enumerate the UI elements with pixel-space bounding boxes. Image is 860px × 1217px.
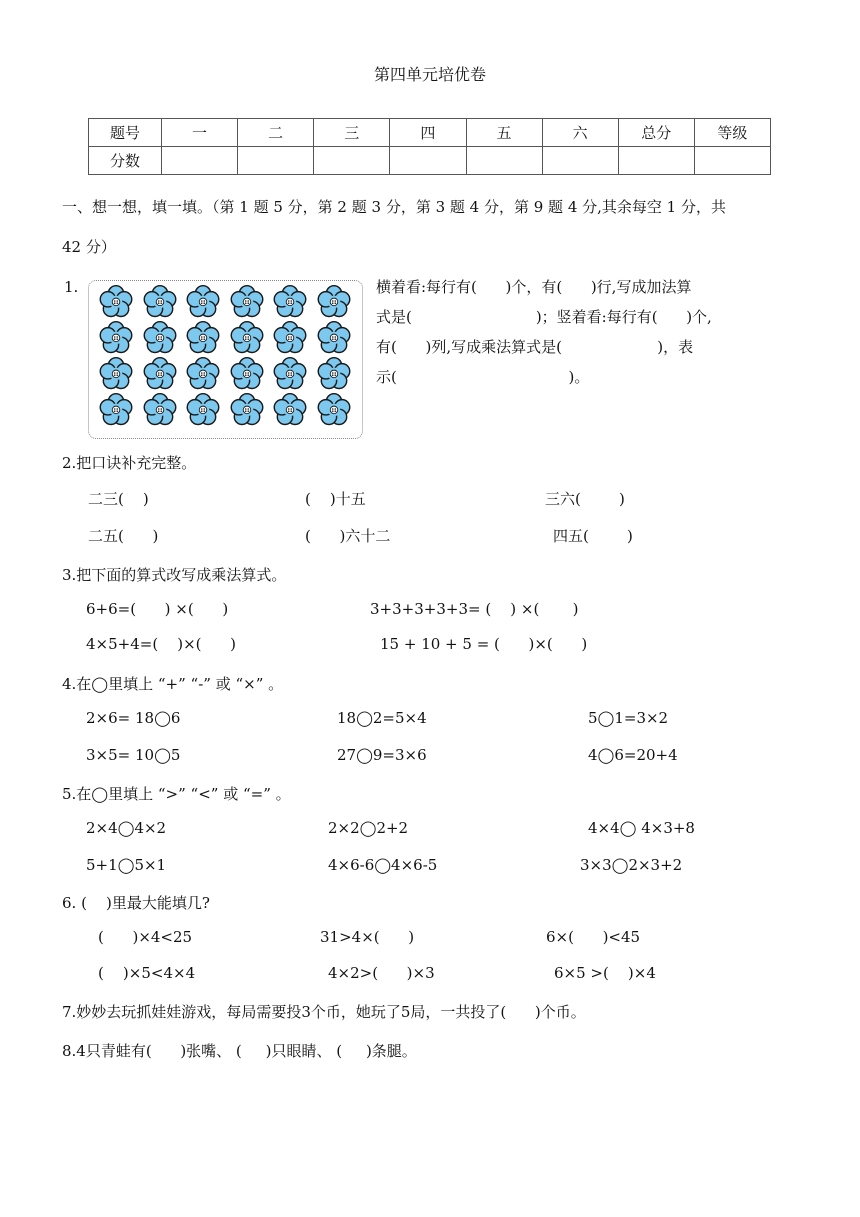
- flower-icon: [185, 283, 221, 319]
- q2-item: 三六( ): [545, 490, 625, 508]
- q5-title: 5.在◯里填上 “>” “<” 或 “=” 。: [62, 785, 291, 803]
- flower-icon: [316, 283, 352, 319]
- score-table-header-row: [89, 119, 771, 147]
- flower-icon: [229, 319, 265, 355]
- q5-item: 5+1◯5×1: [86, 856, 167, 874]
- q3-item: 15 + 10 + 5 = ( )×( ): [380, 635, 588, 653]
- score-header-cell: 四: [390, 119, 466, 147]
- flower-icon: [272, 391, 308, 427]
- flower-icon: [185, 319, 221, 355]
- score-header-cell: 二: [238, 119, 314, 147]
- flower-icon: [272, 283, 308, 319]
- q4-item: 2×6= 18◯6: [86, 709, 181, 727]
- q1-line: 示( )。: [376, 368, 590, 386]
- flower-icon: [185, 391, 221, 427]
- score-header-cell: 一: [162, 119, 238, 147]
- section1-heading-cont: 42 分）: [62, 238, 116, 256]
- q6-item: ( )×5<4×4: [98, 964, 196, 982]
- q5-item: 2×2◯2+2: [328, 819, 409, 837]
- flower-icon: [142, 391, 178, 427]
- q6-item: ( )×4<25: [98, 928, 193, 946]
- flower-icon: [98, 355, 134, 391]
- score-header-cell: 六: [542, 119, 618, 147]
- q3-item: 4×5+4=( )×( ): [86, 635, 236, 653]
- q1-text: [376, 272, 776, 392]
- flower-icon: [316, 391, 352, 427]
- flower-icon: [272, 319, 308, 355]
- q5-item: 4×6-6◯4×6-5: [328, 856, 438, 874]
- score-table-score-row: [89, 147, 771, 175]
- score-cell[interactable]: [466, 147, 542, 175]
- flower-icon: [229, 391, 265, 427]
- q6-title: 6. ( )里最大能填几?: [62, 894, 210, 912]
- q4-item: 3×5= 10◯5: [86, 746, 181, 764]
- section1-heading: 一、想一想，填一填。（第 1 题 5 分，第 2 题 3 分，第 3 题 4 分，第 9 题 4 分,其余每空 1 分，共: [62, 198, 726, 216]
- score-header-cell: 等级: [694, 119, 770, 147]
- q2-item: 四五( ): [553, 527, 633, 545]
- q3-item: 6+6=( ) ×( ): [86, 600, 229, 618]
- q1-number: 1.: [64, 278, 79, 296]
- q2-item: 二三( ): [88, 490, 149, 508]
- q2-item: ( )十五: [305, 490, 366, 508]
- score-header-cell: 题号: [89, 119, 162, 147]
- q3-item: 3+3+3+3+3= ( ) ×( ): [370, 600, 579, 618]
- q5-item: 3×3◯2×3+2: [580, 856, 683, 874]
- q7-text: 7.妙妙去玩抓娃娃游戏，每局需要投3个币，她玩了5局，一共投了( )个币。: [62, 1003, 586, 1021]
- q6-item: 6×5 >( )×4: [554, 964, 656, 982]
- q2-item: 二五( ): [88, 527, 159, 545]
- q2-title: 2.把口诀补充完整。: [62, 454, 197, 472]
- score-header-cell: 五: [466, 119, 542, 147]
- flower-icon: [142, 283, 178, 319]
- q5-item: 4×4◯ 4×3+8: [588, 819, 695, 837]
- q3-title: 3.把下面的算式改写成乘法算式。: [62, 566, 287, 584]
- flower-icon: [272, 355, 308, 391]
- flower-icon: [98, 319, 134, 355]
- flower-icon: [316, 319, 352, 355]
- score-cell[interactable]: [542, 147, 618, 175]
- score-cell[interactable]: [694, 147, 770, 175]
- q2-item: ( )六十二: [305, 527, 391, 545]
- q1-line: 式是( )；竖着看:每行有( )个,: [376, 308, 712, 326]
- q5-item: 2×4◯4×2: [86, 819, 167, 837]
- score-table: [88, 118, 771, 175]
- q4-title: 4.在◯里填上 “+” “-” 或 “×” 。: [62, 675, 284, 693]
- q6-item: 31>4×( ): [320, 928, 415, 946]
- flower-grid-picture: [88, 280, 363, 439]
- flower-icon: [98, 391, 134, 427]
- q4-item: 4◯6=20+4: [588, 746, 678, 764]
- q4-item: 27◯9=3×6: [337, 746, 427, 764]
- q4-item: 5◯1=3×2: [588, 709, 669, 727]
- score-row-label: 分数: [89, 147, 162, 175]
- flower-icon: [98, 283, 134, 319]
- q1-line: 横着看:每行有( )个，有( )行,写成加法算: [376, 278, 692, 296]
- q6-item: 6×( )<45: [546, 928, 641, 946]
- q8-text: 8.4只青蛙有( )张嘴、 ( )只眼睛、 ( )条腿。: [62, 1042, 417, 1060]
- score-cell[interactable]: [314, 147, 390, 175]
- flower-icon: [316, 355, 352, 391]
- score-cell[interactable]: [618, 147, 694, 175]
- flower-icon: [185, 355, 221, 391]
- flower-icon: [142, 319, 178, 355]
- score-cell[interactable]: [390, 147, 466, 175]
- q4-item: 18◯2=5×4: [337, 709, 427, 727]
- score-cell[interactable]: [162, 147, 238, 175]
- flower-icon: [142, 355, 178, 391]
- score-header-cell: 总分: [618, 119, 694, 147]
- page-title: 第四单元培优卷: [373, 65, 486, 84]
- flower-icon: [229, 283, 265, 319]
- q1-line: 有( )列,写成乘法算式是( )，表: [376, 338, 694, 356]
- score-cell[interactable]: [238, 147, 314, 175]
- score-header-cell: 三: [314, 119, 390, 147]
- flower-icon: [229, 355, 265, 391]
- q6-item: 4×2>( )×3: [328, 964, 435, 982]
